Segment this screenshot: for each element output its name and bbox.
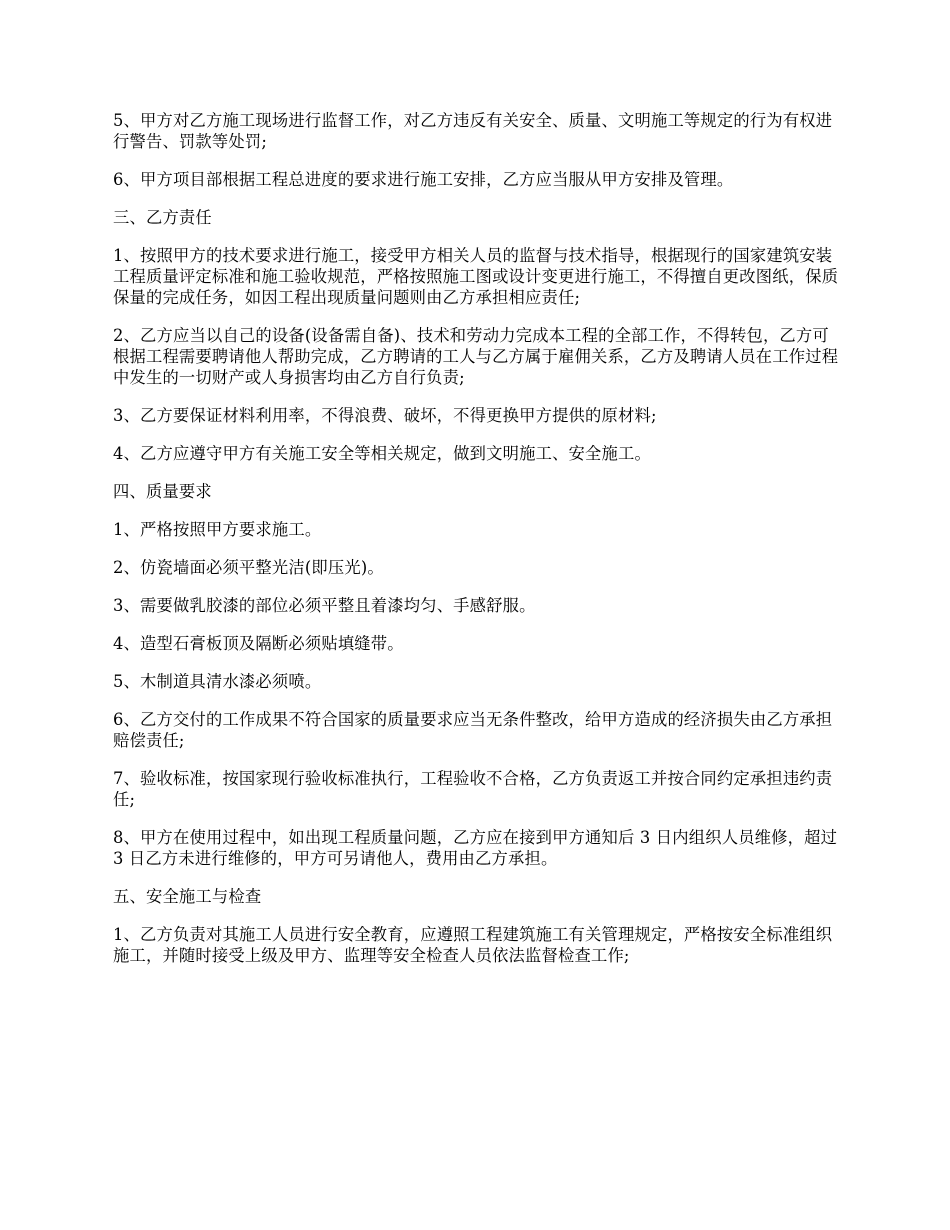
- quality-item-3: 3、需要做乳胶漆的部位必须平整且着漆均匀、手感舒服。: [113, 596, 536, 615]
- section-heading-safety-inspection: 五、安全施工与检查: [113, 887, 262, 906]
- clause-6-scheduling: 6、甲方项目部根据工程总进度的要求进行施工安排，乙方应当服从甲方安排及管理。: [113, 170, 734, 189]
- quality-item-1: 1、严格按照甲方要求施工。: [113, 520, 322, 539]
- clause-2-equipment-labor: 2、乙方应当以自己的设备(设备需自备)、技术和劳动力完成本工程的全部工作，不得转包，乙方可根据工程需要聘请他人帮助完成，乙方聘请的工人与乙方属于雇佣关系，乙方及聘请人员在工作过程中发生的一切财产或人身损害均由乙方自行负责;: [113, 326, 839, 387]
- quality-item-8: 8、甲方在使用过程中，如出现工程质量问题，乙方应在接到甲方通知后 3 日内组织人员维修，超过 3 日乙方未进行维修的，甲方可另请他人，费用由乙方承担。: [113, 828, 838, 868]
- quality-item-4: 4、造型石膏板顶及隔断必须贴填缝带。: [113, 634, 404, 653]
- clause-5-supervision: 5、甲方对乙方施工现场进行监督工作，对乙方违反有关安全、质量、文明施工等规定的行为有权进行警告、罚款等处罚;: [113, 111, 833, 151]
- safety-item-1: 1、乙方负责对其施工人员进行安全教育，应遵照工程建筑施工有关管理规定，严格按安全标准组织施工，并随时接受上级及甲方、监理等安全检查人员依法监督检查工作;: [113, 925, 833, 965]
- quality-item-7: 7、验收标准，按国家现行验收标准执行，工程验收不合格，乙方负责返工并按合同约定承担违约责任;: [113, 769, 833, 809]
- clause-1-technical-requirements: 1、按照甲方的技术要求进行施工，接受甲方相关人员的监督与技术指导，根据现行的国家建筑安装工程质量评定标准和施工验收规范，严格按照施工图或设计变更进行施工，不得擅自更改图纸，保质保量的完成任务，如因工程出现质量问题则由乙方承担相应责任;: [113, 246, 839, 307]
- quality-item-5: 5、木制道具清水漆必须喷。: [113, 672, 322, 691]
- clause-3-materials: 3、乙方要保证材料利用率，不得浪费、破坏，不得更换甲方提供的原材料;: [113, 406, 657, 425]
- quality-item-6: 6、乙方交付的工作成果不符合国家的质量要求应当无条件整改，给甲方造成的经济损失由乙方承担赔偿责任;: [113, 710, 833, 750]
- quality-item-2: 2、仿瓷墙面必须平整光洁(即压光)。: [113, 558, 384, 577]
- document-page: [113, 110, 843, 983]
- section-heading-quality: 四、质量要求: [113, 482, 212, 501]
- section-heading-party-b-duties: 三、乙方责任: [113, 208, 212, 227]
- clause-4-safety-rules: 4、乙方应遵守甲方有关施工安全等相关规定，做到文明施工、安全施工。: [113, 444, 651, 463]
